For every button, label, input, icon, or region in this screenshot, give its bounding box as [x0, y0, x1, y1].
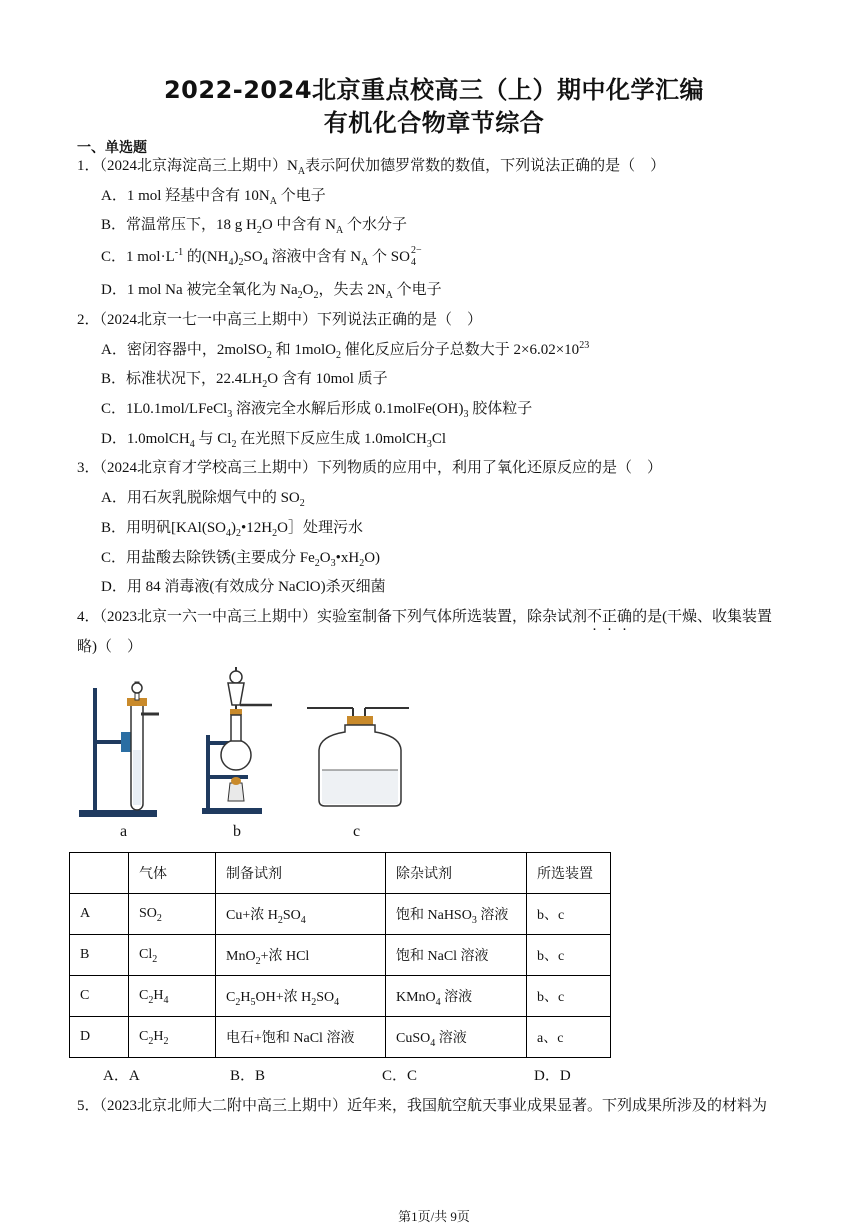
question-1-option-d: D．1 mol Na 被完全氧化为 $Na_2O_2$，失去 $2N_A$ 个电子: [101, 282, 442, 301]
table-cell: B: [70, 935, 129, 976]
question-4-stem-line1: 4．（2023北京一六一中高三上期中）实验室制备下列气体所选装置，除杂试剂不正确的是(干燥、收集装置: [77, 609, 773, 625]
table-cell: 饱和 NaCl 溶液: [386, 935, 527, 976]
question-2-option-d: D．1.0molCH$_4$ 与 $Cl_2$ 在光照下反应生成 1.0molCH$_3$Cl: [101, 431, 447, 450]
table-row: [70, 935, 611, 976]
table-cell: D: [70, 1017, 129, 1058]
table-row: [70, 976, 611, 1017]
table-cell: $C_2H_5OH+$浓 $H_2SO_4$: [216, 976, 386, 1017]
table-cell: C: [70, 976, 129, 1017]
document-title: 2022-2024北京重点校高三（上）期中化学汇编: [163, 76, 705, 104]
table-cell: b、c: [527, 894, 611, 935]
table-header-cell: 所选装置: [527, 853, 611, 894]
table-cell: $SO_2$: [129, 894, 216, 935]
table-cell: 电石+饱和 NaCl 溶液: [216, 1017, 386, 1058]
table-cell: Cu+浓 $H_2SO_4$: [216, 894, 386, 935]
question-4-table: [69, 852, 611, 1058]
question-1-option-a: A．1 mol 羟基中含有 $10N_A$ 个电子: [101, 188, 326, 207]
table-cell: MnO$_2$+浓 HCl: [216, 935, 386, 976]
question-4-answer-a: A．A: [103, 1068, 140, 1084]
table-cell: b、c: [527, 935, 611, 976]
question-3-option-c: C．用盐酸去除铁锈(主要成分 $Fe_2O_3•xH_2O$): [101, 550, 381, 569]
table-cell: A: [70, 894, 129, 935]
question-3-stem: 3．（2024北京育才学校高三上期中）下列物质的应用中，利用了氧化还原反应的是（ ）: [77, 460, 663, 476]
table-cell: $C_2H_4$: [129, 976, 216, 1017]
apparatus-a-label: a: [120, 823, 128, 840]
table-header-cell: 除杂试剂: [386, 853, 527, 894]
section-heading: 一、单选题: [77, 140, 147, 156]
question-4-stem-line2: 略)（ ）: [77, 639, 142, 655]
question-4-answer-d: D．D: [534, 1068, 571, 1084]
table-cell: a、c: [527, 1017, 611, 1058]
apparatus-c-label: c: [353, 823, 361, 840]
apparatus-c-figure: [305, 700, 415, 810]
question-3-option-b: B．用明矾[$KAl(SO_4)_2•12H_2O]$处理污水: [101, 520, 363, 539]
question-5-stem: 5．（2023北京北师大二附中高三上期中）近年来，我国航空航天事业成果显著。下列成果所涉及的材料为: [77, 1098, 768, 1114]
table-header-row: [70, 853, 611, 894]
table-cell: CuSO$_4$ 溶液: [386, 1017, 527, 1058]
table-header-cell: 制备试剂: [216, 853, 386, 894]
table-cell: $C_2H_2$: [129, 1017, 216, 1058]
sulfate-ion-charge: 2− 4: [410, 244, 422, 268]
table-cell: KMnO$_4$ 溶液: [386, 976, 527, 1017]
question-1-option-b: B．常温常压下，18 g $H_2O$ 中含有 $N_A$ 个水分子: [101, 217, 408, 236]
question-2-option-a: A．密闭容器中，2molSO$_2$ 和 1molO$_2$ 催化反应后分子总数大于 $2\times 6.02\times 10^{23}$: [101, 340, 590, 361]
question-1-stem: 1．（2024北京海淀高三上期中）$N_A$表示阿伏加德罗常数的数值，下列说法正确的是（ ）: [77, 158, 666, 177]
table-cell: b、c: [527, 976, 611, 1017]
apparatus-a-figure: [75, 680, 165, 820]
apparatus-b-label: b: [233, 823, 241, 840]
question-4-answer-c: C．C: [382, 1068, 418, 1084]
table-row: [70, 894, 611, 935]
document-subtitle: 有机化合物章节综合: [323, 109, 545, 137]
question-4-answer-b: B．B: [230, 1068, 266, 1084]
question-1-option-c: C．1 $mol\cdot L^{-1}$ 的$(NH_4)_2SO_4$ 溶液中含有 $N_A$ 个 SO 2− 4: [101, 244, 422, 268]
table-cell: $Cl_2$: [129, 935, 216, 976]
apparatus-b-figure: [200, 665, 280, 815]
page-number: 第1页/共 9页: [398, 1209, 470, 1224]
question-2-option-c: C．1L0.1mol/LFeCl$_3$ 溶液完全水解后形成 $0.1molFe(OH)_3$ 胶体粒子: [101, 401, 533, 420]
table-cell: 饱和 NaHSO$_3$ 溶液: [386, 894, 527, 935]
question-3-option-a: A．用石灰乳脱除烟气中的 $SO_2$: [101, 490, 305, 509]
question-3-option-d: D．用 84 消毒液(有效成分 NaClO)杀灭细菌: [101, 579, 386, 595]
question-2-option-b: B．标准状况下，$22.4LH_2O$ 含有 10mol 质子: [101, 371, 388, 390]
table-header-cell: 气体: [129, 853, 216, 894]
table-row: [70, 1017, 611, 1058]
question-2-stem: 2．（2024北京一七一中高三上期中）下列说法正确的是（ ）: [77, 312, 483, 328]
table-header-cell: [70, 853, 129, 894]
